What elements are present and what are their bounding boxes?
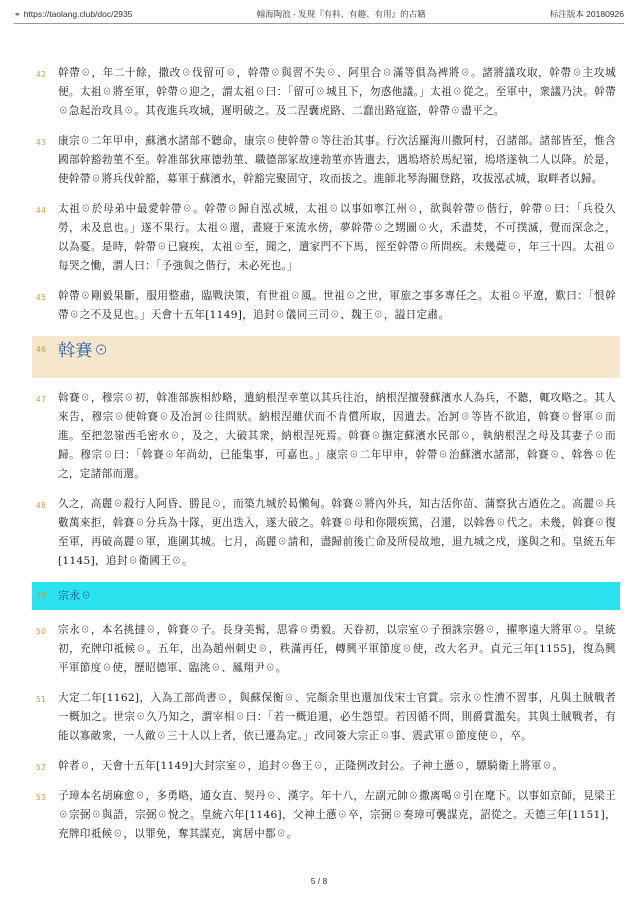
header-url[interactable] — [14, 9, 132, 19]
paragraph — [36, 132, 616, 189]
paragraph — [36, 64, 616, 121]
section-number: 49 — [36, 591, 47, 600]
paragraph-number: 48 — [36, 501, 47, 510]
paragraph-text: 康宗☉二年甲申，蘇濱水諸部不聽命，康宗☉使幹帶☉等往治其事。行次活羅海川撒阿村，召諸部。諸部皆至，惟含國部幹豁勃菫不至。幹准部狄庫德勃菫、職德部冢故達勃菫亦皆遣去，遇塢塔於馬紀嶺，塢塔遂執二人以降。於是，使幹帶☉將兵伐幹豁，募軍于蘇濱水，幹豁完聚固守，攻而拔之。進師北琴海關登路，攻拔泓忒城，取畔者以歸。 — [58, 135, 616, 185]
paragraph — [36, 621, 616, 678]
paragraph — [36, 287, 616, 325]
page-header — [14, 6, 624, 22]
paragraph-text: 久之，高麗☉殺行人阿昏、勝昆☉，而築九城於曷懶甸。斡賽☉將內外兵，知古活你苗、蒲察狄古迺佐之。高麗☉兵數萬來拒，斡賽☉分兵為十隊，更出迭入，遂大破之。斡賽☉母和你隈疾篤，召還，以斡魯☉代之。未幾，斡賽☉復至軍，再破高麗☉軍，進圍其城。七月，高麗☉請和，盡歸前後亡命及所侵故地，退九城之戍，遂與之和。皇統五年[1145]，追封☉衛國王☉。 — [58, 498, 616, 567]
paragraph-number: 43 — [36, 138, 47, 147]
section-heading-zongyong — [32, 582, 620, 610]
section-title: 斡賽☉ — [58, 341, 110, 361]
header-title: 翰海陶浪 - 发现『有料、有趣、有用』的古籍 — [256, 9, 426, 19]
page-footer — [0, 876, 638, 886]
paragraph-text: 幹者☉，天會十五年[1149]大封宗室☉，追封☉魯王☉，正隆例改封公。子神土懣☉，驃騎衛上將軍☉。 — [58, 760, 564, 772]
paragraph — [36, 787, 616, 844]
section-heading-wosai — [32, 336, 620, 378]
section-number: 46 — [36, 345, 47, 354]
paragraph-text: 幹帶☉，年二十餘，撒改☉伐留可☉，幹帶☉與習不失☉、阿里合☉滿等俱為裨將☉。諸將議攻取，幹帶☉主攻城便。太祖☉將至軍，幹帶☉迎之，謂太祖☉曰：「留可☉城且下，勿惑他議。」太祖☉從之。至軍中，衆議乃決。幹帶☉急起治攻具☉。其夜進兵攻城，遲明破之。及二涅囊虎路、二蠢出路寇盜，幹帶☉盡平之。 — [58, 67, 616, 117]
paragraph-number: 52 — [36, 763, 47, 772]
paragraph-text: 幹帶☉剛毅果斷，服用整肅，臨戰決策，有世祖☉風。世祖☉之世，軍旅之事多專任之。太祖☉平遼，歎曰：「恨幹帶☉之不及見也。」天會十五年[1149]，追封☉儀同三司☉、魏王☉，謚日定肅。 — [58, 290, 616, 321]
paragraph — [36, 495, 616, 571]
header-version: 标注版本 20180926 — [549, 9, 624, 19]
link-icon: ⚭ — [14, 9, 21, 19]
paragraph-text: 大定二年[1162]，入為工部尚書☉，與蘇保衡☉、完顏余里也還加伐宋士官賞。宗永☉性漕不習事，凡與土賊戰者一概加之。世宗☉久乃知之，謂宰相☉曰：「若一概追還，必生怨望。若因循不問，則爵賞濫矣。其與土賊戰者，有能以寡敵衆，一人敵☉三十人以上者，依已遷為定。」改同簽大宗正☉事、震武軍☉節度使☉，卒。 — [58, 692, 616, 742]
paragraph-group-2 — [36, 389, 616, 571]
paragraph-group-1 — [36, 64, 616, 325]
paragraph — [36, 689, 616, 746]
paragraph-number: 50 — [36, 627, 47, 636]
paragraph-text: 子璋本名胡麻愈☉，多勇略，通女直、契丹☉、漢字。年十八，左副元帥☉撒离喝☉引在麾下。以事如京師，見梁王☉宗弼☉與語，宗弼☉悅之。皇統六年[1146]，父神土懣☉卒，宗弼☉奏璋可襲謀克，詔從之。天德三年[1151]，充牌印祗候☉，以罪免，奪其謀克，寓居中都☉。 — [58, 790, 616, 840]
paragraph-text: 太祖☉於母弟中最愛幹帶☉。幹帶☉歸自泓忒城，太祖☉以事如寧江州☉，欲與幹帶☉偕行，幹帶☉曰：「兵役久勞，未及息也。」遂不果行。太祖☉還，晝寢于來流水傍，夢幹帶☉之甥圖☉火，禾盡焚，不可撲滅，覺而深念之，以為憂。是時，幹帶☉已寢疾，太祖☉至，聞之，遣家門不下馬，徑至幹帶☉所問疾。未幾薨☉，年三十四。太祖☉每哭之慟，謂人曰：「予強與之偕行，未必死也。」 — [58, 203, 616, 272]
document-body — [36, 64, 616, 855]
paragraph-text: 斡賽☉，穆宗☉初，斡准部族相紗略，遣納根涅幸菫以其兵往治，納根涅擅發蘇濱水人為兵，不聽，輒攻略之。其人來告，穆宗☉使斡賽☉及冶訶☉往問狀。納根涅雖伏而不肯償所取，因遣去。冶訶☉等皆不欲追，斡賽☉督軍☉而進。至把忽嶺西毛密水☉，及之，大破其衆，納根涅死焉。斡賽☉撫定蘇濱水民部☉，執納根涅之母及其妻子☉而歸。穆宗☉曰：「斡賽☉年尚幼，已能集事，可嘉也。」康宗☉二年甲申，幹帶☉治蘇濱水諸部，斡賽☉、斡魯☉佐之，定諸部而還。 — [58, 392, 616, 480]
paragraph-number: 53 — [36, 793, 47, 802]
paragraph-number: 51 — [36, 695, 47, 704]
paragraph-text: 宗永☉，本名挑撻☉，斡賽☉子。長身美髯，思睿☉勇毅。天眷初，以宗室☉子預誅宗磐☉，擢寧遠大將軍☉。皇統初，充牌印祗候☉。五年，出為趙州刺史☉，秩滿再任，轉興平軍節度☉使，改大名尹。貞元三年[1155]，復為興平軍節度☉使，歷昭德軍、臨洮☉、鳳翔尹☉。 — [58, 624, 616, 674]
paragraph-number: 47 — [36, 395, 47, 404]
paragraph — [36, 389, 616, 484]
paragraph-number: 44 — [36, 206, 47, 215]
paragraph — [36, 200, 616, 276]
section-title: 宗永☉ — [58, 589, 92, 602]
header-divider — [14, 23, 624, 24]
paragraph-number: 45 — [36, 293, 47, 302]
paragraph-group-3 — [36, 621, 616, 844]
paragraph-number: 42 — [36, 70, 47, 79]
url-text[interactable]: https://taolang.club/doc/2935 — [23, 9, 133, 19]
page-number: 5 / 8 — [310, 876, 328, 886]
paragraph — [36, 757, 616, 776]
